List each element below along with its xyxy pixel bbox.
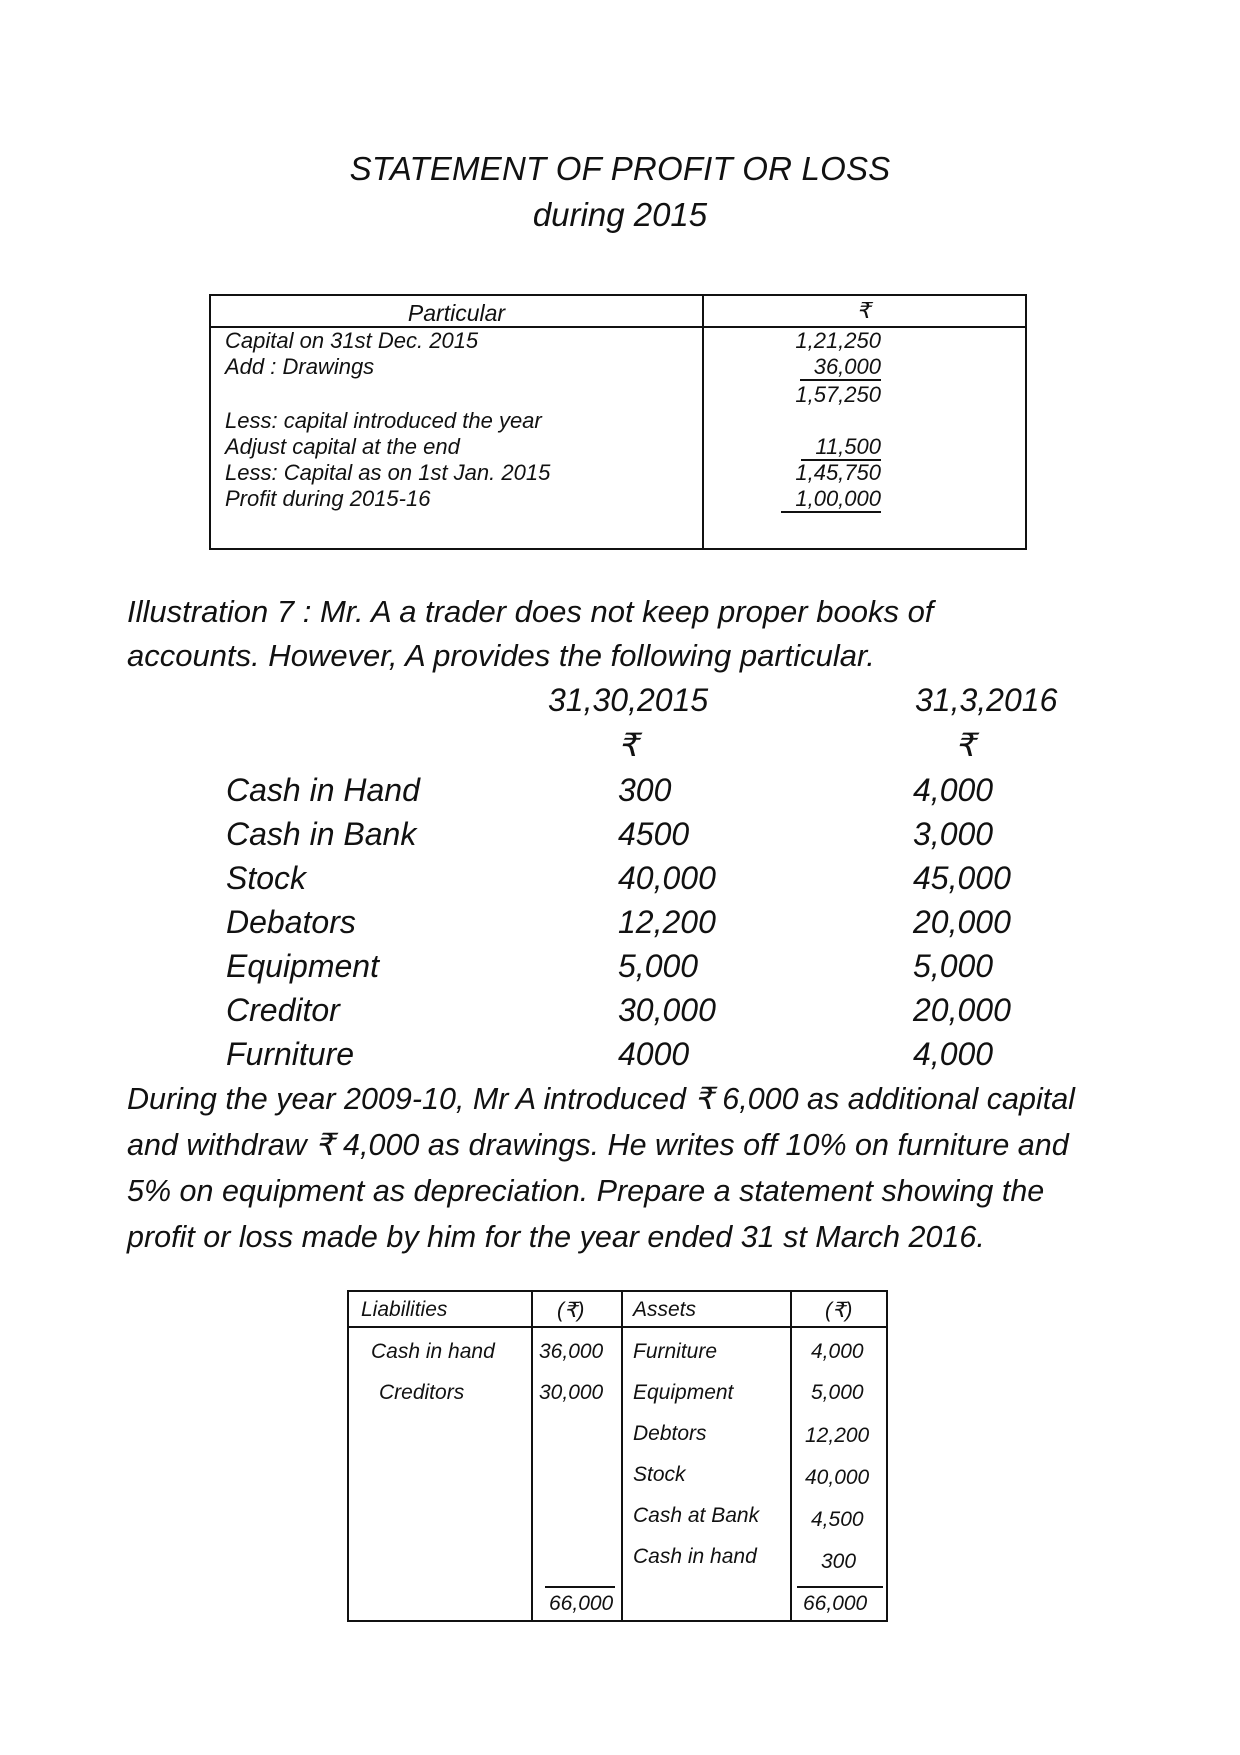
page-title: STATEMENT OF PROFIT OR LOSS [349,150,891,187]
asset-amount: 5,000 [811,1381,864,1404]
asset-name: Stock [633,1463,686,1486]
liabilities-amount-header: (₹) [557,1299,585,1322]
particular-header: Particular [407,300,506,326]
asset-name: Debtors [633,1422,707,1445]
particular-name: Cash in Bank [226,816,417,852]
asset-name: Cash in hand [633,1545,757,1568]
particular-value-2015: 300 [618,772,672,808]
particular-value-2016: 20,000 [913,904,1011,940]
statement-row-label: Adjust capital at the end [225,434,460,459]
total-assets: 66,000 [803,1592,868,1615]
column-divider [621,1292,623,1620]
column-date-2015: 31,30,2015 [548,682,709,718]
particular-name: Creditor [226,992,340,1028]
particular-value-2016: 20,000 [913,992,1011,1028]
particular-value-2016: 4,000 [913,1036,994,1072]
asset-amount: 4,500 [811,1508,864,1531]
asset-amount: 12,200 [805,1424,870,1447]
liability-name: Cash in hand [371,1340,495,1363]
statement-row-label: Less: capital introduced the year [225,408,542,433]
profit-loss-statement-table [209,294,1027,550]
particular-value-2015: 5,000 [618,948,699,984]
asset-name: Furniture [633,1340,718,1363]
column-date-2016: 31,3,2016 [915,682,1058,718]
total-rule-assets [797,1586,883,1588]
statement-row-amount [771,354,881,380]
illustration-line-2: accounts. However, A provides the following particular. [127,638,875,673]
statement-row-amount [771,434,881,460]
illustration-line-1: Illustration 7 : Mr. A a trader does not keep proper books of [127,594,934,629]
particular-name: Furniture [226,1036,355,1072]
asset-name: Cash at Bank [633,1504,760,1527]
statement-row-label: Add : Drawings [225,354,375,379]
statement-row-amount: 1,21,250 [795,328,881,353]
underlined-amount: 1,00,000 [781,486,881,513]
underlined-amount: 11,500 [801,434,881,461]
particular-value-2015: 12,200 [618,904,716,940]
statement-row-amount: 1,57,250 [795,382,881,407]
column-divider [531,1292,533,1620]
assets-header: Assets [633,1298,697,1321]
particular-value-2016: 4,000 [913,772,994,808]
particular-value-2015: 4000 [618,1036,690,1072]
particular-value-2015: 40,000 [618,860,716,896]
asset-amount: 300 [821,1550,857,1573]
asset-name: Equipment [633,1381,734,1404]
particular-name: Debators [226,904,356,940]
statement-row-label: Capital on 31st Dec. 2015 [225,328,479,353]
paragraph-line: 5% on equipment as depreciation. Prepare a statement showing the [127,1174,1045,1208]
particular-value-2016: 45,000 [913,860,1011,896]
header-divider [349,1326,886,1328]
statement-row-label: Less: Capital as on 1st Jan. 2015 [225,460,551,485]
liabilities-header: Liabilities [361,1298,448,1321]
statement-row-amount: 1,45,750 [795,460,881,485]
statement-row-amount [771,486,881,512]
liability-amount: 30,000 [539,1381,604,1404]
page-subtitle: during 2015 [532,196,708,233]
rupee-symbol: ₹ [618,727,639,763]
balance-sheet-table [347,1290,888,1622]
paragraph-line: profit or loss made by him for the year ended 31 st March 2016. [127,1220,985,1254]
asset-amount: 40,000 [805,1466,870,1489]
column-divider [702,296,704,548]
paragraph-line: During the year 2009-10, Mr A introduced ₹ 6,000 as additional capital [127,1082,1075,1116]
particular-value-2015: 4500 [618,816,690,852]
amount-header: ₹ [856,298,871,323]
particular-name: Equipment [226,948,379,984]
liability-name: Creditors [379,1381,465,1404]
assets-amount-header: (₹) [825,1299,853,1322]
asset-amount: 4,000 [811,1340,864,1363]
particular-value-2016: 5,000 [913,948,994,984]
particular-value-2016: 3,000 [913,816,994,852]
particular-name: Stock [226,860,307,896]
rupee-symbol: ₹ [955,727,976,763]
liability-amount: 36,000 [539,1340,604,1363]
total-liabilities: 66,000 [549,1592,614,1615]
total-rule-liabilities [545,1586,615,1588]
column-divider [790,1292,792,1620]
underlined-amount: 36,000 [800,354,881,381]
particular-value-2015: 30,000 [618,992,716,1028]
particular-name: Cash in Hand [226,772,420,808]
paragraph-line: and withdraw ₹ 4,000 as drawings. He writes off 10% on furniture and [127,1128,1069,1162]
statement-row-label: Profit during 2015-16 [225,486,431,511]
